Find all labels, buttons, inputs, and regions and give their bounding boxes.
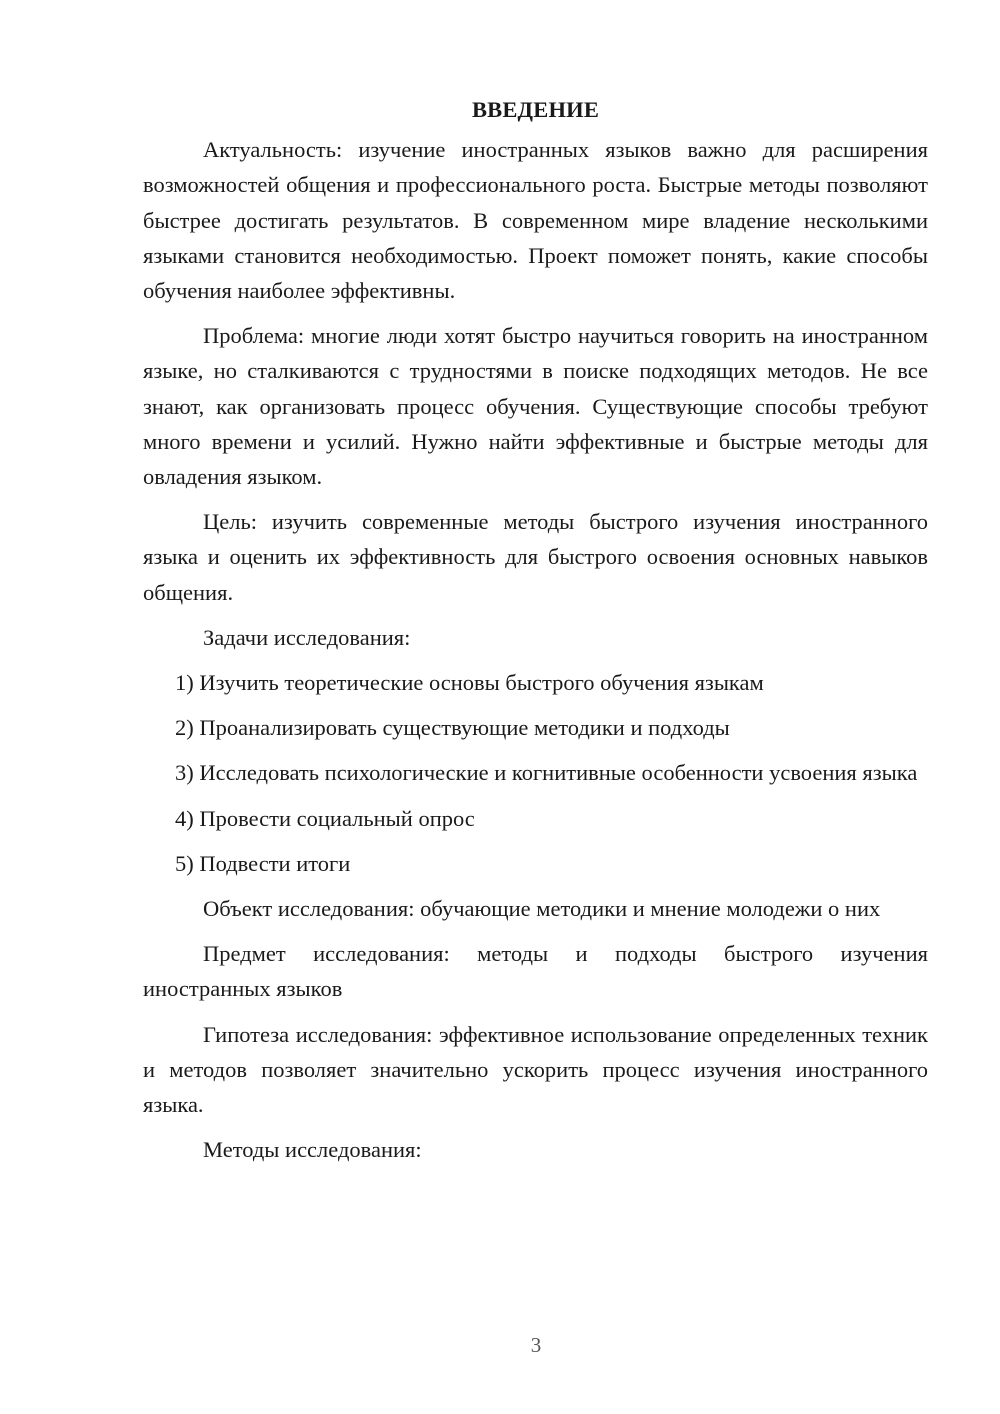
task-item-3: 3) Исследовать психологические и когнитивные особенности усвоения языка (175, 760, 918, 786)
page-content (143, 92, 928, 1177)
tasks-heading: Задачи исследования: (203, 624, 411, 650)
hypothesis-paragraph: Гипотеза исследования: эффективное использование определенных техник и методов позволяет значительно ускорить процесс изучения иностранного языка. (143, 1021, 928, 1118)
subject-paragraph: Предмет исследования: методы и подходы быстрого изучения иностранных языков (143, 941, 928, 1002)
task-item-5: 5) Подвести итоги (175, 850, 351, 876)
problem-paragraph: Проблема: многие люди хотят быстро научиться говорить на иностранном языке, но сталкиваются с трудностями в поиске подходящих методов. Не все знают, как организовать процесс обучения. Существующие способы требуют много времени и усилий. Нужно найти эффективные и быстрые методы для овладения языком. (143, 323, 928, 490)
task-item-1: 1) Изучить теоретические основы быстрого обучения языкам (175, 670, 764, 696)
page-number: 3 (530, 1333, 542, 1357)
goal-paragraph: Цель: изучить современные методы быстрого изучения иностранного языка и оценить их эффективность для быстрого освоения основных навыков общения. (143, 509, 928, 605)
methods-heading: Методы исследования: (203, 1137, 422, 1163)
relevance-paragraph: Актуальность: изучение иностранных языков важно для расширения возможностей общения и профессионального роста. Быстрые методы позволяют быстрее достигать результатов. В современном мире владение несколькими языками становится необходимостью. Проект поможет понять, какие способы обучения наиболее эффективны. (143, 137, 928, 304)
page-title: ВВЕДЕНИЕ (471, 97, 600, 122)
task-item-2: 2) Проанализировать существующие методики и подходы (175, 715, 730, 741)
task-item-4: 4) Провести социальный опрос (175, 805, 475, 831)
object-paragraph: Объект исследования: обучающие методики и мнение молодежи о них (203, 896, 881, 922)
